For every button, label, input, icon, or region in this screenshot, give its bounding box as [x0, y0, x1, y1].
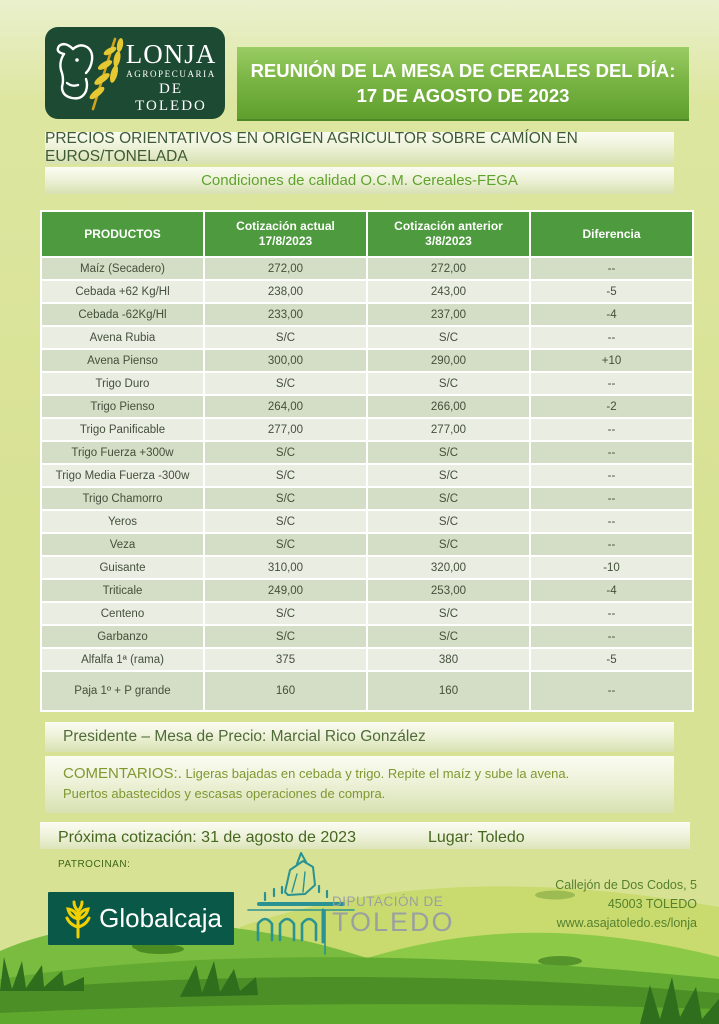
- cotizacion-actual-cell: 238,00: [205, 281, 366, 302]
- product-cell: Centeno: [42, 603, 203, 624]
- column-header-diferencia: Diferencia: [531, 212, 692, 256]
- cotizacion-actual-cell: 233,00: [205, 304, 366, 325]
- column-header-cotizacion-actual: Cotización actual 17/8/2023: [205, 212, 366, 256]
- cotizacion-actual-cell: 310,00: [205, 557, 366, 578]
- cotizacion-actual-cell: 300,00: [205, 350, 366, 371]
- product-cell: Maíz (Secadero): [42, 258, 203, 279]
- diferencia-cell: --: [531, 258, 692, 279]
- table-row: [42, 488, 692, 509]
- table-row: [42, 327, 692, 348]
- product-cell: Trigo Media Fuerza -300w: [42, 465, 203, 486]
- table-row: [42, 442, 692, 463]
- cotizacion-actual-cell: 249,00: [205, 580, 366, 601]
- product-cell: Guisante: [42, 557, 203, 578]
- diferencia-cell: --: [531, 603, 692, 624]
- cotizacion-actual-cell: S/C: [205, 442, 366, 463]
- proxima-cotizacion-text: Próxima cotización: 31 de agosto de 2023: [58, 828, 356, 846]
- main-heading: PRECIOS ORIENTATIVOS EN ORIGEN AGRICULTOR SOBRE CAMÍON EN EUROS/TONELADA: [45, 132, 674, 164]
- banner-line-2: 17 DE AGOSTO DE 2023: [356, 85, 570, 106]
- diferencia-cell: -4: [531, 304, 692, 325]
- diferencia-cell: --: [531, 511, 692, 532]
- cotizacion-anterior-cell: 266,00: [368, 396, 529, 417]
- cotizacion-anterior-cell: S/C: [368, 488, 529, 509]
- cotizacion-anterior-cell: 272,00: [368, 258, 529, 279]
- address-line-3: www.asajatoledo.es/lonja: [556, 916, 697, 930]
- product-cell: Veza: [42, 534, 203, 555]
- comentarios-block: [45, 756, 674, 813]
- cotizacion-anterior-cell: S/C: [368, 603, 529, 624]
- logo-title: LONJA: [125, 39, 217, 69]
- diferencia-cell: -10: [531, 557, 692, 578]
- diferencia-cell: --: [531, 672, 692, 710]
- table-row: [42, 557, 692, 578]
- cotizacion-anterior-cell: 277,00: [368, 419, 529, 440]
- table-row: [42, 373, 692, 394]
- cotizacion-actual-cell: S/C: [205, 465, 366, 486]
- diferencia-cell: -2: [531, 396, 692, 417]
- product-cell: Avena Rubia: [42, 327, 203, 348]
- cotizacion-actual-cell: S/C: [205, 511, 366, 532]
- diputacion-line-1: DIPUTACIÓN DE: [332, 894, 444, 909]
- product-cell: Cebada +62 Kg/Hl: [42, 281, 203, 302]
- lugar-text: Lugar: Toledo: [427, 828, 525, 846]
- column-header-cotizacion-anterior: Cotización anterior 3/8/2023: [368, 212, 529, 256]
- patrocinan-label: PATROCINAN:: [58, 859, 131, 870]
- globalcaja-wordmark: Globalcaja: [99, 903, 222, 933]
- sub-heading: Condiciones de calidad O.C.M. Cereales-FEGA: [45, 167, 674, 194]
- cotizacion-actual-cell: S/C: [205, 327, 366, 348]
- cotizacion-actual-cell: S/C: [205, 488, 366, 509]
- product-cell: Trigo Pienso: [42, 396, 203, 417]
- product-cell: Cebada -62Kg/Hl: [42, 304, 203, 325]
- cotizacion-anterior-cell: S/C: [368, 442, 529, 463]
- price-table-rows: [42, 258, 692, 710]
- logo-subtitle-2: DE TOLEDO: [135, 81, 207, 114]
- lonja-logo-text: [121, 41, 221, 115]
- diferencia-cell: --: [531, 419, 692, 440]
- column-header-productos: PRODUCTOS: [42, 212, 203, 256]
- globalcaja-wheat-icon: [58, 899, 98, 939]
- presidente-bar: Presidente – Mesa de Precio: Marcial Rico González: [45, 722, 674, 752]
- table-row: [42, 672, 692, 710]
- product-cell: Garbanzo: [42, 626, 203, 647]
- cotizacion-actual-cell: 264,00: [205, 396, 366, 417]
- table-header-row: [42, 212, 692, 256]
- table-row: [42, 626, 692, 647]
- price-table: [40, 210, 694, 712]
- table-row: [42, 534, 692, 555]
- diferencia-cell: --: [531, 465, 692, 486]
- cotizacion-anterior-cell: S/C: [368, 534, 529, 555]
- cotizacion-anterior-cell: S/C: [368, 626, 529, 647]
- comentarios-label: COMENTARIOS:.: [63, 765, 182, 782]
- cotizacion-anterior-cell: 237,00: [368, 304, 529, 325]
- cotizacion-anterior-cell: 243,00: [368, 281, 529, 302]
- diferencia-cell: --: [531, 488, 692, 509]
- product-cell: Trigo Fuerza +300w: [42, 442, 203, 463]
- table-row: [42, 649, 692, 670]
- cotizacion-anterior-cell: 380: [368, 649, 529, 670]
- table-row: [42, 603, 692, 624]
- cotizacion-actual-cell: 277,00: [205, 419, 366, 440]
- table-row: [42, 281, 692, 302]
- diferencia-cell: -5: [531, 649, 692, 670]
- globalcaja-logo: [48, 892, 234, 945]
- table-row: [42, 258, 692, 279]
- cotizacion-anterior-cell: S/C: [368, 373, 529, 394]
- cotizacion-anterior-cell: 253,00: [368, 580, 529, 601]
- meeting-title-banner: [237, 47, 689, 121]
- product-cell: Yeros: [42, 511, 203, 532]
- cotizacion-actual-cell: 375: [205, 649, 366, 670]
- cotizacion-actual-cell: S/C: [205, 373, 366, 394]
- banner-line-1: REUNIÓN DE LA MESA DE CEREALES DEL DÍA:: [250, 60, 676, 81]
- table-row: [42, 511, 692, 532]
- cotizacion-actual-cell: 160: [205, 672, 366, 710]
- cotizacion-actual-cell: 272,00: [205, 258, 366, 279]
- cotizacion-anterior-cell: 320,00: [368, 557, 529, 578]
- lonja-logo: [45, 27, 225, 119]
- diferencia-cell: --: [531, 442, 692, 463]
- product-cell: Alfalfa 1ª (rama): [42, 649, 203, 670]
- cotizacion-anterior-cell: 290,00: [368, 350, 529, 371]
- diferencia-cell: --: [531, 626, 692, 647]
- product-cell: Avena Pienso: [42, 350, 203, 371]
- diputacion-wordmark: [332, 894, 455, 935]
- cotizacion-anterior-cell: S/C: [368, 465, 529, 486]
- table-row: [42, 396, 692, 417]
- diputacion-line-2: TOLEDO: [332, 907, 455, 937]
- diferencia-cell: -5: [531, 281, 692, 302]
- diferencia-cell: --: [531, 373, 692, 394]
- cotizacion-actual-cell: S/C: [205, 603, 366, 624]
- table-row: [42, 419, 692, 440]
- diferencia-cell: --: [531, 534, 692, 555]
- logo-subtitle-1: AGROPECUARIA: [126, 69, 216, 79]
- cotizacion-actual-cell: S/C: [205, 626, 366, 647]
- table-row: [42, 580, 692, 601]
- cow-wheat-icon: [53, 33, 125, 113]
- table-row: [42, 465, 692, 486]
- contact-address: [555, 876, 697, 933]
- product-cell: Triticale: [42, 580, 203, 601]
- cotizacion-anterior-cell: 160: [368, 672, 529, 710]
- cotizacion-anterior-cell: S/C: [368, 511, 529, 532]
- cotizacion-actual-cell: S/C: [205, 534, 366, 555]
- table-row: [42, 350, 692, 371]
- address-line-1: Callejón de Dos Codos, 5: [555, 878, 697, 892]
- cotizacion-anterior-cell: S/C: [368, 327, 529, 348]
- diferencia-cell: -4: [531, 580, 692, 601]
- product-cell: Trigo Panificable: [42, 419, 203, 440]
- product-cell: Trigo Duro: [42, 373, 203, 394]
- diferencia-cell: --: [531, 327, 692, 348]
- address-line-2: 45003 TOLEDO: [607, 897, 697, 911]
- product-cell: Paja 1º + P grande: [42, 672, 203, 710]
- table-row: [42, 304, 692, 325]
- product-cell: Trigo Chamorro: [42, 488, 203, 509]
- comentarios-text: Ligeras bajadas en cebada y trigo. Repite el maíz y sube la avena. Puertos abastecidos y escasas operaciones de compra.: [63, 766, 570, 801]
- diferencia-cell: +10: [531, 350, 692, 371]
